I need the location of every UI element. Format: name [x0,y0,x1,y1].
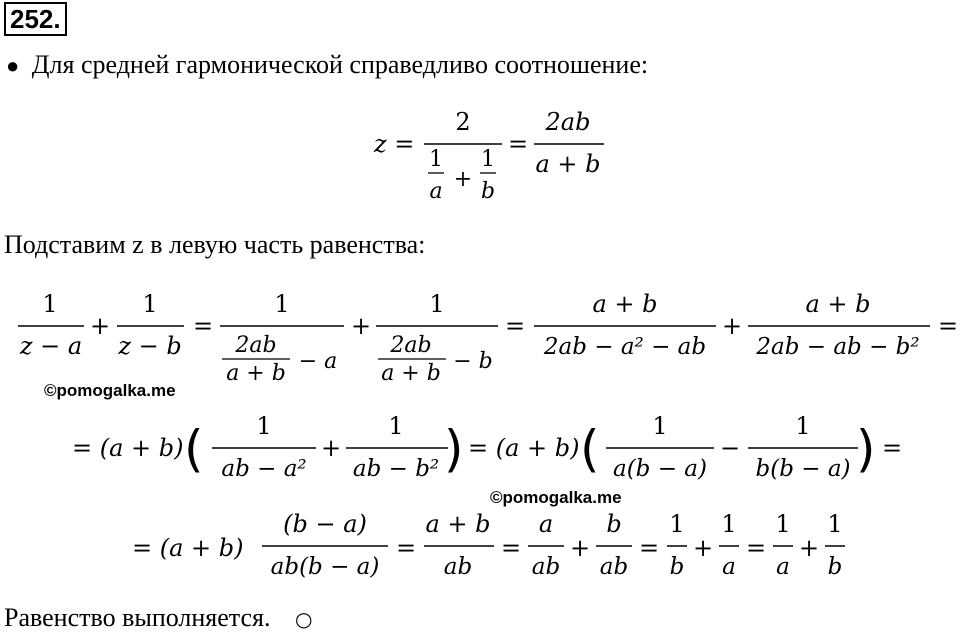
l3-g8-den: b [827,554,843,580]
l3-g8-num: 1 [827,510,843,538]
formula-z-frac2-den: a + b [535,150,601,178]
substitute-text: Подставим z в левую часть равенства: [4,230,426,259]
l3-g7-den: a [776,554,790,580]
l1-t6-num: a + b [805,290,871,318]
l2-plus: + [320,434,342,462]
l1-eq1: = [192,312,214,340]
l3-g3-den: ab [531,554,561,580]
formula-z-frac1-num: 2 [455,108,471,136]
l3-g6-num: 1 [721,510,737,538]
l3-eq1: = [395,534,417,562]
l3-g1-num: (b − a) [283,510,367,538]
formula-z-small-plus: + [453,167,473,192]
l3-plus3: + [798,534,820,562]
l1-eq3: = [937,312,959,340]
l3-plus2: + [692,534,714,562]
l3-eq-lead: = (a + b) [132,534,244,562]
l2-f2-num: 1 [388,412,404,440]
formula-z-small-a-num: 1 [429,147,443,172]
end-of-proof-icon: ○ [294,607,313,631]
l3-g4-num: b [606,510,622,538]
l1-t6-den: 2ab − ab − b² [756,334,920,360]
l3-g1-den: ab(b − a) [270,554,380,580]
bullet-icon: ● [6,53,20,78]
l3-g2-num: a + b [425,510,491,538]
l1-t5-den: 2ab − a² − ab [543,334,707,360]
equation-line-1 [0,282,960,382]
l1-t2-den: z − b [118,332,182,360]
l2-f2-den: ab − b² [352,456,440,482]
equation-line-2 [0,404,960,488]
l1-t4-num: 1 [429,290,445,318]
l1-t3-num: 1 [274,290,290,318]
l3-g5-den: b [669,554,685,580]
formula-z-small-b-num: 1 [481,147,495,172]
l2-minus: − [719,434,741,462]
l1-t1-num: 1 [42,290,58,318]
l3-g5-num: 1 [669,510,685,538]
l1-t5-num: a + b [592,290,658,318]
l1-plus1: + [89,312,111,340]
l2-eq-end: = [881,434,903,462]
l1-eq2: = [504,312,526,340]
l1-t4-inner-den: a + b [381,361,441,382]
l2-f3-den: a(b − a) [613,456,707,482]
l2-rparen2: ) [856,420,876,478]
conclusion-text: Равенство выполняется. [4,603,271,632]
problem-number: 252. [4,2,67,36]
l3-g3-num: a [538,510,554,538]
l2-lparen1: ( [184,420,204,478]
l2-f3-num: 1 [652,412,668,440]
l1-t1-den: z − a [19,332,83,360]
l2-f1-num: 1 [256,412,272,440]
l1-t2-num: 1 [142,290,158,318]
l2-f4-num: 1 [795,412,811,440]
l1-plus2: + [350,312,372,340]
formula-z-small-b-den: b [480,179,496,204]
l3-plus1: + [569,534,591,562]
l3-g4-den: ab [599,554,629,580]
conclusion-line [4,603,312,634]
l3-eq3: = [638,534,660,562]
watermark-1: ©pomogalka.me [44,381,176,400]
l1-t3-tail: − a [298,349,338,374]
formula-z [360,100,620,210]
l1-t4-tail: − b [453,349,493,374]
watermark-2: ©pomogalka.me [490,488,622,507]
formula-z-eq: = [507,130,529,158]
formula-z-frac2-num: 2ab [545,108,591,136]
l2-eq-lead: = (a + b) [72,434,184,462]
l2-rparen1: ) [444,420,464,478]
formula-z-small-a-den: a [429,179,443,204]
l3-g6-den: a [722,554,736,580]
l3-eq2: = [500,534,522,562]
l2-f4-den: b(b − a) [755,456,851,482]
l3-g7-num: 1 [775,510,791,538]
l1-t3-inner-den: a + b [226,361,286,382]
l3-g2-den: ab [443,554,473,580]
equation-line-3 [0,506,960,590]
l2-eq-mid: = (a + b) [468,434,580,462]
formula-z-lhs: z = [374,130,415,158]
l2-f1-den: ab − a² [221,456,307,482]
l1-t3-inner-num: 2ab [235,333,277,358]
l3-eq4: = [745,534,767,562]
intro-text: Для средней гармонической справедливо соотношение: [31,50,649,79]
l2-lparen2: ( [580,420,600,478]
l1-t4-inner-num: 2ab [390,333,432,358]
l1-plus3: + [721,312,743,340]
intro-line [6,50,648,81]
